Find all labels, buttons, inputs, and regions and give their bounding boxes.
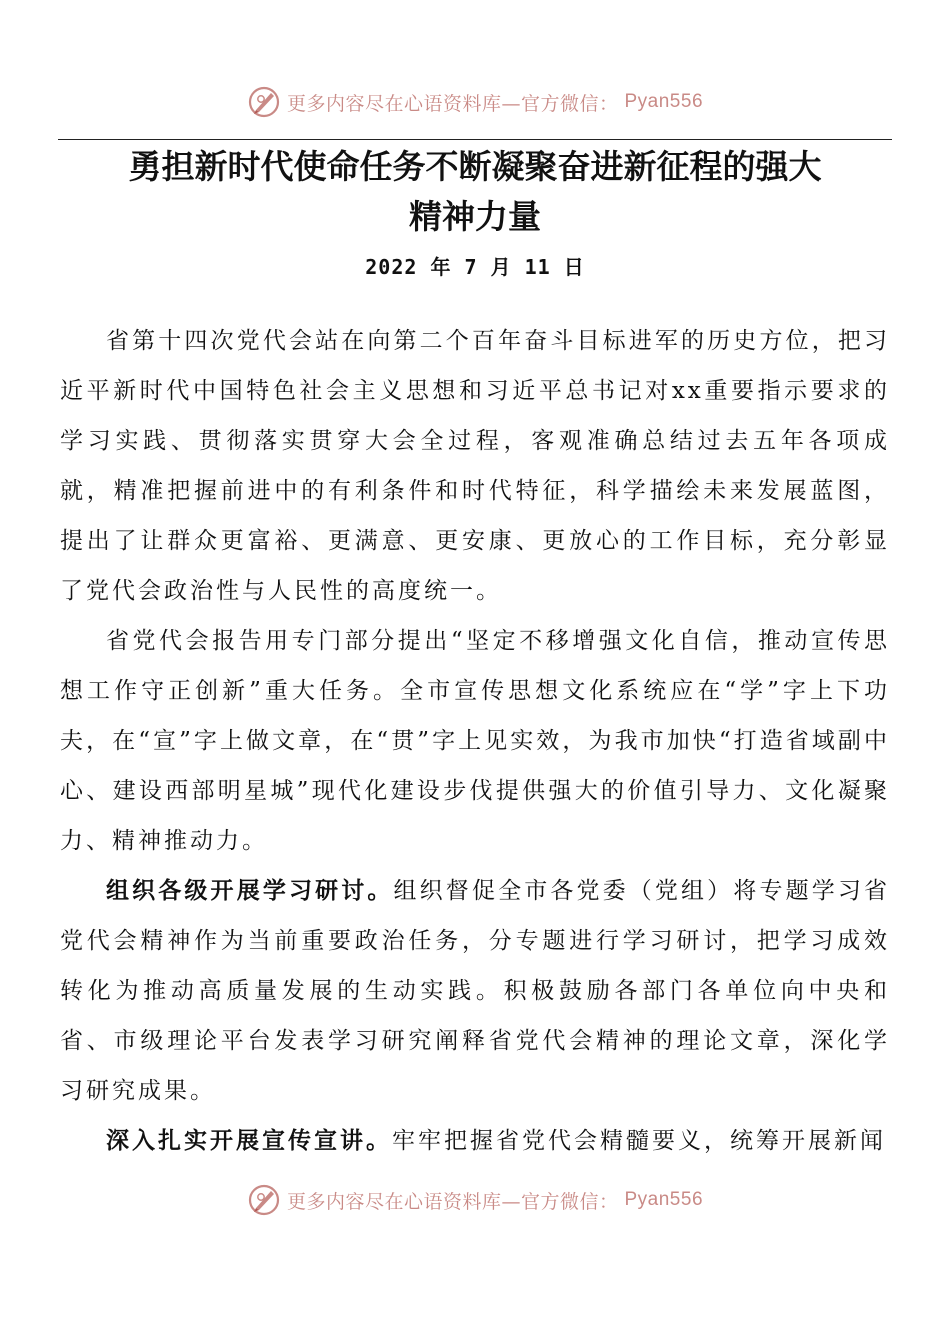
paragraph-lead: 深入扎实开展宣传宣讲。 [106, 1127, 392, 1154]
watermark-text: 更多内容尽在心语资料库—官方微信： [286, 1190, 619, 1213]
footer-watermark [0, 1180, 950, 1220]
paragraph [60, 1116, 890, 1166]
header-watermark [0, 82, 950, 122]
pen-logo-icon [247, 1183, 281, 1217]
paragraph [60, 316, 890, 616]
watermark-text: 更多内容尽在心语资料库—官方微信： [286, 92, 619, 115]
document-date: 2022 年 7 月 11 日 [365, 255, 585, 279]
watermark-wechat-id: Pyan556 [624, 91, 704, 112]
paragraph-text: 牢牢把握省党代会精髓要义，统筹开展新闻 [392, 1128, 886, 1154]
paragraph-text: 省第十四次党代会站在向第二个百年奋斗目标进军的历史方位，把习近平新时代中国特色社会主义思想和习近平总书记对xx重要指示要求的学习实践、贯彻落实贯穿大会全过程，客观准确总结过去五年各项成就，精准把握前进中的有利条件和时代特征，科学描绘未来发展蓝图，提出了让群众更富裕、更满意、更安康、更放心的工作目标，充分彰显了党代会政治性与人民性的高度统一。 [60, 328, 890, 604]
watermark-wechat-id: Pyan556 [624, 1189, 704, 1210]
paragraph-text: 组织督促全市各党委（党组）将专题学习省党代会精神作为当前重要政治任务，分专题进行学习研讨，把学习成效转化为推动高质量发展的生动实践。积极鼓励各部门各单位向中央和省、市级理论平台发表学习研究阐释省党代会精神的理论文章，深化学习研究成果。 [60, 878, 891, 1104]
header-divider [58, 139, 892, 140]
document-title [58, 142, 892, 242]
document-body [60, 316, 890, 1166]
title-line-1: 勇担新时代使命任务不断凝聚奋进新征程的强大 [128, 147, 822, 186]
title-line-2: 精神力量 [409, 197, 541, 236]
paragraph [60, 866, 890, 1116]
pen-logo-icon [247, 85, 281, 119]
paragraph-text: 省党代会报告用专门部分提出“坚定不移增强文化自信，推动宣传思想工作守正创新”重大任务。全市宣传思想文化系统应在“学”字上下功夫，在“宣”字上做文章，在“贯”字上见实效，为我市加快“打造省域副中心、建设西部明星城”现代化建设步伐提供强大的价值引导力、文化凝聚力、精神推动力。 [60, 628, 890, 854]
paragraph [60, 616, 890, 866]
paragraph-lead: 组织各级开展学习研讨。 [106, 877, 394, 904]
